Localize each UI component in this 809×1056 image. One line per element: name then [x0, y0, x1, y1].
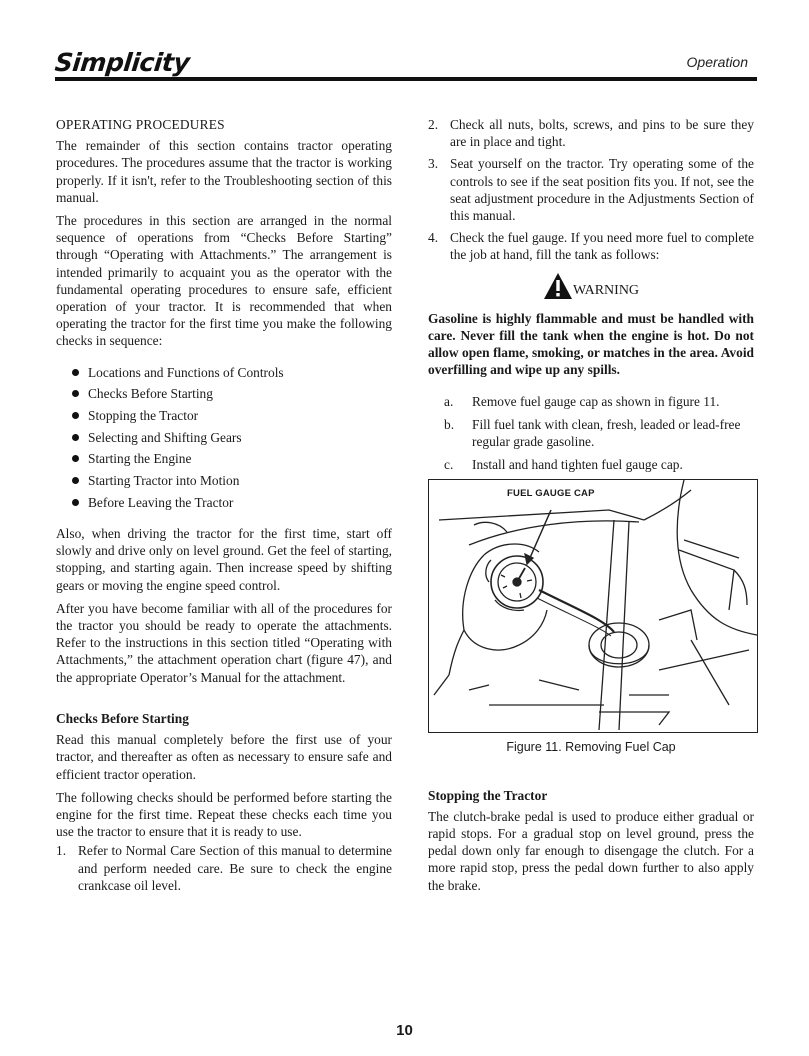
step-number: 2.: [428, 117, 439, 132]
brand-logo: Simplicity: [53, 48, 191, 77]
step-text: Check the fuel gauge. If you need more fuel to complete the job at hand, fill the tank as follows:: [450, 230, 754, 263]
substep-text: Remove fuel gauge cap as shown in figure 11.: [472, 393, 720, 409]
substep-text: Fill fuel tank with clean, fresh, leaded or lead-free regular grade gasoline.: [472, 416, 741, 450]
checklist-item: Before Leaving the Tractor: [72, 494, 392, 511]
checklist-item: Starting Tractor into Motion: [72, 472, 392, 489]
intro-paragraph-2: The procedures in this section are arranged in the normal sequence of operations from “Checks Before Starting” through “Operating with Attachments.” The arrangement is intended primarily to acquaint you as the operator with the fundamental operating procedures to ensure safe, efficient operation of your tractor. It is recommended that when operating the tractor for the first time you make the following checks in sequence:: [56, 213, 392, 349]
checks-paragraph-1: Read this manual completely before the first use of your tractor, and thereafter as often as necessary to ensure safe and efficient tractor operation.: [56, 732, 392, 782]
section-title: Operation: [686, 54, 748, 70]
step-text: Refer to Normal Care Section of this manual to determine and perform needed care. Be sure to check the engine crankcase oil level.: [78, 843, 392, 893]
warning-block: [428, 272, 754, 304]
step-number: 4.: [428, 230, 439, 246]
step-text: Seat yourself on the tractor. Try operating some of the controls to see if the seat position fits you. If not, see the seat adjustment procedure in the Adjustments Section of this manual.: [450, 156, 754, 224]
substep-letter: c.: [444, 457, 454, 473]
figure-caption: Figure 11. Removing Fuel Cap: [506, 740, 676, 755]
warning-triangle-icon: [543, 272, 573, 300]
substep-item: [444, 416, 754, 450]
checks-paragraph-2: The following checks should be performed before starting the engine for the first time. Repeat these checks each time you use the tractor to ensure that it is ready to use.: [56, 789, 392, 840]
checklist-item: Stopping the Tractor: [72, 407, 392, 424]
page-number: 10: [396, 1022, 413, 1039]
warning-text: Gasoline is highly flammable and must be handled with care. Never fill the tank when the engine is hot. Do not allow open flame, smoking, or matches in the area. Avoid overfilling and wipe up any spills.: [428, 310, 754, 378]
checklist-item: Locations and Functions of Controls: [72, 364, 392, 381]
substep-item: [444, 456, 754, 473]
step-item: [428, 229, 754, 263]
right-column: [428, 116, 754, 900]
fuel-cap-illustration: [429, 480, 757, 732]
step-text: Check all nuts, bolts, screws, and pins to be sure they are in place and tight.: [450, 117, 754, 150]
substep-item: [444, 393, 754, 410]
intro-paragraph-1: The remainder of this section contains tractor operating procedures. The procedures assume that the tractor is working properly. If it isn't, refer to the Troubleshooting section of this manual.: [56, 138, 392, 205]
substep-letter: b.: [444, 416, 455, 432]
after-paragraph-2: After you have become familiar with all of the procedures for the tractor you should be ready to operate the attachments. Refer to the instructions in this section titled “Operating with Attachments,” the attachment operation chart (figure 47), and the appropriate Operator’s Manual for the attachment.: [56, 600, 392, 685]
operating-procedures-heading: OPERATING PROCEDURES: [56, 117, 225, 132]
stopping-paragraph: The clutch-brake pedal is used to produce either gradual or rapid stops. For a gradual stop on level ground, press the pedal down only far enough to disengage the clutch. For a more rapid stop, press the pedal down further to also apply the brake.: [428, 808, 754, 893]
figure-label: FUEL GAUGE CAP: [507, 488, 595, 500]
fuel-cap-figure: [428, 479, 758, 733]
step-item: [428, 116, 754, 150]
checks-steps-right: [428, 116, 754, 264]
warning-title: WARNING: [572, 283, 640, 299]
checklist-item: Checks Before Starting: [72, 385, 392, 402]
checks-before-starting-heading: Checks Before Starting: [56, 710, 189, 726]
page-header: [55, 48, 754, 76]
checklist: [56, 364, 392, 511]
substep-text: Install and hand tighten fuel gauge cap.: [472, 457, 683, 473]
step-item: [56, 842, 392, 894]
warning-heading: [543, 272, 639, 300]
checks-steps-left: [56, 842, 392, 894]
stopping-tractor-heading: Stopping the Tractor: [428, 787, 548, 803]
fuel-substeps: [428, 393, 754, 474]
left-column: [56, 116, 392, 899]
step-item: [428, 155, 754, 224]
step-number: 1.: [56, 843, 67, 859]
header-rule: [55, 77, 757, 81]
after-paragraph-1: Also, when driving the tractor for the first time, start off slowly and drive only on level ground. Get the feel of starting, stopping, and starting again. Then increase speed by shifting gears or moving the engine speed control.: [56, 526, 392, 593]
substep-letter: a.: [444, 393, 454, 409]
checklist-item: Selecting and Shifting Gears: [72, 429, 392, 446]
step-number: 3.: [428, 156, 439, 172]
checklist-item: Starting the Engine: [72, 450, 392, 467]
